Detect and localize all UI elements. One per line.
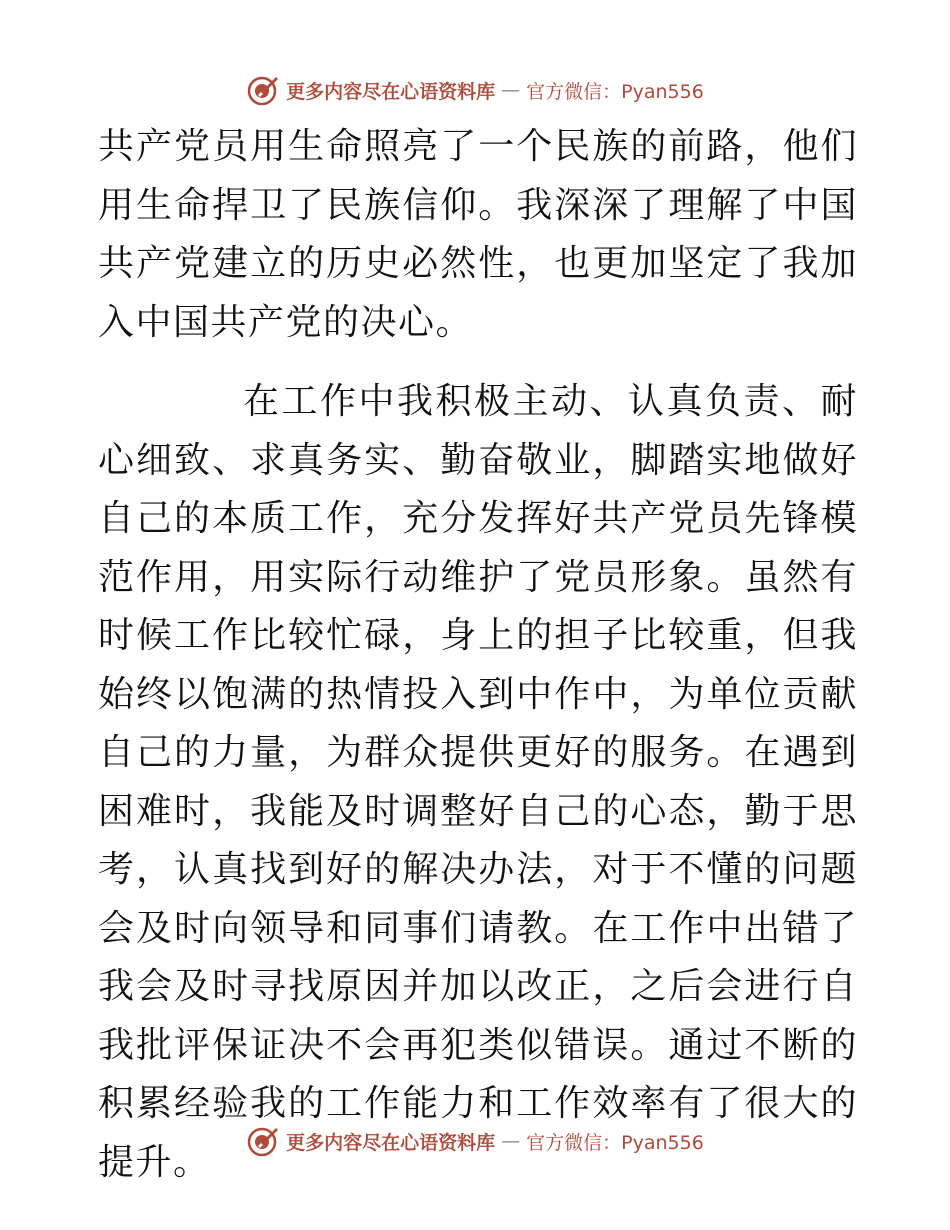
header-site-text: 更多内容尽在心语资料库 (286, 80, 496, 103)
pen-nib-logo-icon (246, 1124, 280, 1158)
header-banner (0, 70, 950, 110)
header-contact-text: 官方微信：Pyan556 (526, 80, 704, 103)
footer-separator: — (501, 1130, 521, 1152)
footer-contact-text: 官方微信：Pyan556 (526, 1131, 704, 1154)
paragraph-2: 在工作中我积极主动、认真负责、耐心细致、求真务实、勤奋敬业，脚踏实地做好自己的本质工作，充分发挥好共产党员先锋模范作用，用实际行动维护了党员形象。虽然有时候工作比较忙碌，身上的担子比较重，但我始终以饱满的热情投入到中作中，为单位贡献自己的力量，为群众提供更好的服务。在遇到困难时，我能及时调整好自己的心态，勤于思考，认真找到好的解决办法，对于不懂的问题会及时向领导和同事们请教。在工作中出错了我会及时寻找原因并加以改正，之后会进行自我批评保证决不会再犯类似错误。通过不断的积累经验我的工作能力和工作效率有了很大的提升。 (98, 381, 858, 1183)
pen-nib-logo-icon (246, 73, 280, 107)
paragraph-1: 共产党员用生命照亮了一个民族的前路，他们用生命捍卫了民族信仰。我深深了理解了中国共产党建立的历史必然性，也更加坚定了我加入中国共产党的决心。 (98, 126, 858, 343)
header-separator: — (501, 79, 521, 101)
document-body (98, 118, 858, 1192)
footer-site-text: 更多内容尽在心语资料库 (286, 1131, 496, 1154)
footer-banner (0, 1121, 950, 1161)
